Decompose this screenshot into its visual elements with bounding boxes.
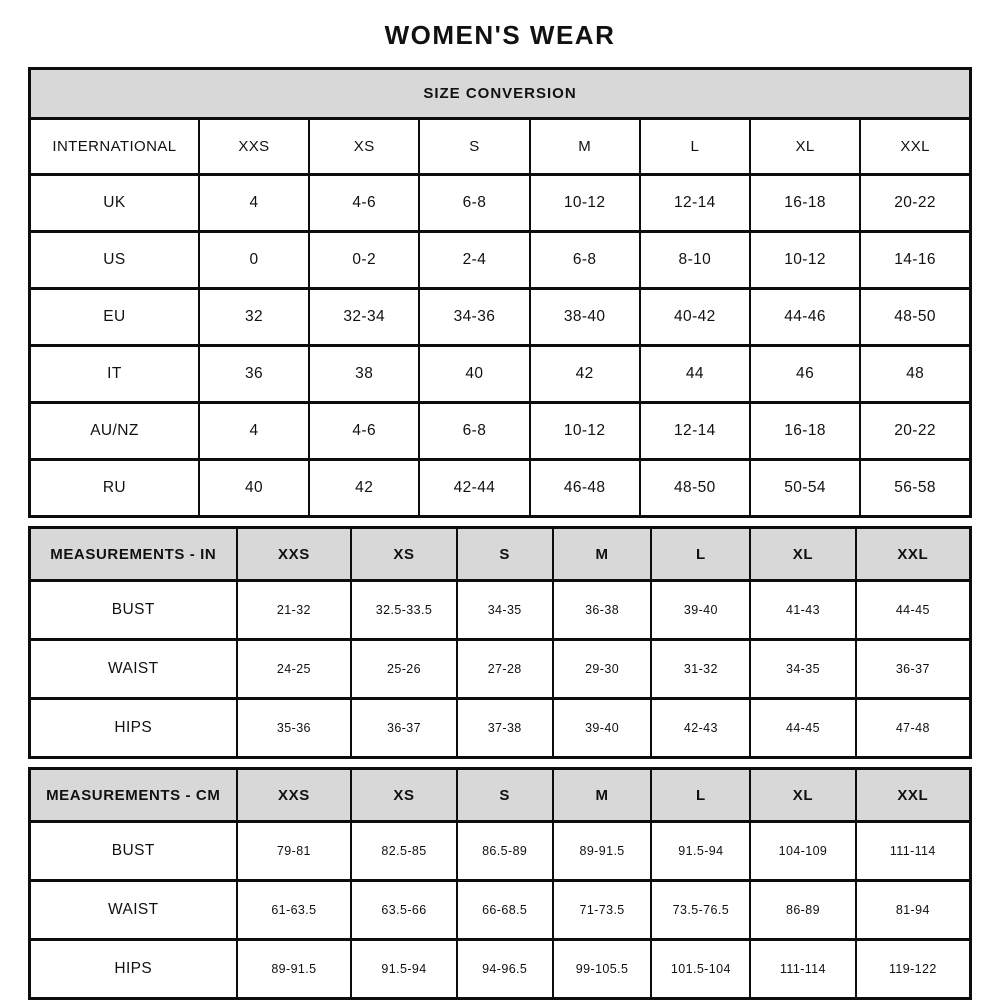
value-cell: 20-22 [860,175,970,232]
value-cell: 40-42 [640,289,750,346]
row-label: WAIST [30,640,237,699]
size-column-header-s: S [419,119,529,175]
value-cell: 0-2 [309,232,419,289]
value-cell: 104-109 [750,822,855,881]
size-column-header-m: M [553,769,652,822]
size-column-header-m: M [553,528,652,581]
value-cell: 8-10 [640,232,750,289]
table-banner-row [30,69,971,119]
value-cell: 32 [199,289,309,346]
value-cell: 86.5-89 [457,822,553,881]
measurements-cm-table [28,767,972,1000]
row-label: WAIST [30,881,237,940]
table-header-row [30,769,971,822]
value-cell: 6-8 [419,403,529,460]
table-row [30,232,971,289]
value-cell: 34-36 [419,289,529,346]
value-cell: 38-40 [530,289,640,346]
value-cell: 66-68.5 [457,881,553,940]
value-cell: 6-8 [419,175,529,232]
size-conversion-table [28,67,972,518]
value-cell: 111-114 [750,940,855,999]
value-cell: 79-81 [237,822,352,881]
measurements_cm-corner-header: MEASUREMENTS - CM [30,769,237,822]
value-cell: 40 [419,346,529,403]
value-cell: 73.5-76.5 [651,881,750,940]
value-cell: 25-26 [351,640,456,699]
table-row [30,640,971,699]
value-cell: 50-54 [750,460,860,517]
page-title: WOMEN'S WEAR [384,20,616,50]
row-label: IT [30,346,199,403]
size-column-header-l: L [640,119,750,175]
table-row [30,403,971,460]
measurements-in-table [28,526,972,759]
value-cell: 82.5-85 [351,822,456,881]
value-cell: 48 [860,346,970,403]
row-label: HIPS [30,940,237,999]
value-cell: 47-48 [856,699,971,758]
size-column-header-xxl: XXL [860,119,970,175]
value-cell: 16-18 [750,403,860,460]
value-cell: 42 [309,460,419,517]
value-cell: 91.5-94 [651,822,750,881]
value-cell: 31-32 [651,640,750,699]
size-column-header-xs: XS [351,528,456,581]
value-cell: 39-40 [553,699,652,758]
row-label: EU [30,289,199,346]
value-cell: 6-8 [530,232,640,289]
value-cell: 63.5-66 [351,881,456,940]
row-label: RU [30,460,199,517]
value-cell: 29-30 [553,640,652,699]
value-cell: 34-35 [457,581,553,640]
size-column-header-xl: XL [750,769,855,822]
size-column-header-xs: XS [309,119,419,175]
value-cell: 46 [750,346,860,403]
value-cell: 4-6 [309,175,419,232]
size-column-header-l: L [651,769,750,822]
table-row [30,289,971,346]
value-cell: 37-38 [457,699,553,758]
size-column-header-s: S [457,769,553,822]
table-header-row [30,528,971,581]
value-cell: 21-32 [237,581,352,640]
value-cell: 27-28 [457,640,553,699]
value-cell: 14-16 [860,232,970,289]
value-cell: 44-45 [856,581,971,640]
value-cell: 20-22 [860,403,970,460]
value-cell: 10-12 [750,232,860,289]
value-cell: 32.5-33.5 [351,581,456,640]
value-cell: 36-38 [553,581,652,640]
table-header-row [30,119,971,175]
value-cell: 42 [530,346,640,403]
value-cell: 0 [199,232,309,289]
value-cell: 10-12 [530,175,640,232]
value-cell: 38 [309,346,419,403]
size-column-header-s: S [457,528,553,581]
size-column-header-xxs: XXS [237,769,352,822]
row-label: HIPS [30,699,237,758]
value-cell: 4-6 [309,403,419,460]
table-row [30,822,971,881]
value-cell: 61-63.5 [237,881,352,940]
size-column-header-l: L [651,528,750,581]
value-cell: 41-43 [750,581,855,640]
value-cell: 32-34 [309,289,419,346]
value-cell: 35-36 [237,699,352,758]
value-cell: 36-37 [856,640,971,699]
row-label: BUST [30,822,237,881]
value-cell: 24-25 [237,640,352,699]
value-cell: 34-35 [750,640,855,699]
measurements_in-corner-header: MEASUREMENTS - IN [30,528,237,581]
table-row [30,581,971,640]
table-row [30,940,971,999]
value-cell: 36 [199,346,309,403]
value-cell: 4 [199,403,309,460]
size-column-header-xxl: XXL [856,769,971,822]
row-label: US [30,232,199,289]
value-cell: 81-94 [856,881,971,940]
value-cell: 99-105.5 [553,940,652,999]
size_conversion-corner-header: INTERNATIONAL [30,119,199,175]
table-row [30,699,971,758]
table-row [30,460,971,517]
value-cell: 89-91.5 [237,940,352,999]
value-cell: 10-12 [530,403,640,460]
table-row [30,175,971,232]
value-cell: 111-114 [856,822,971,881]
value-cell: 119-122 [856,940,971,999]
value-cell: 46-48 [530,460,640,517]
size-column-header-xl: XL [750,528,855,581]
value-cell: 89-91.5 [553,822,652,881]
value-cell: 94-96.5 [457,940,553,999]
table-row [30,346,971,403]
size-column-header-xxs: XXS [237,528,352,581]
size_conversion-banner-title: SIZE CONVERSION [30,69,971,119]
value-cell: 44-46 [750,289,860,346]
value-cell: 91.5-94 [351,940,456,999]
value-cell: 16-18 [750,175,860,232]
size-column-header-xs: XS [351,769,456,822]
value-cell: 12-14 [640,403,750,460]
value-cell: 101.5-104 [651,940,750,999]
value-cell: 40 [199,460,309,517]
value-cell: 12-14 [640,175,750,232]
value-cell: 48-50 [640,460,750,517]
value-cell: 44-45 [750,699,855,758]
value-cell: 86-89 [750,881,855,940]
table-row [30,881,971,940]
row-label: BUST [30,581,237,640]
value-cell: 2-4 [419,232,529,289]
row-label: AU/NZ [30,403,199,460]
row-label: UK [30,175,199,232]
size-column-header-xxl: XXL [856,528,971,581]
size-column-header-xl: XL [750,119,860,175]
value-cell: 36-37 [351,699,456,758]
value-cell: 48-50 [860,289,970,346]
value-cell: 56-58 [860,460,970,517]
value-cell: 39-40 [651,581,750,640]
value-cell: 44 [640,346,750,403]
value-cell: 71-73.5 [553,881,652,940]
value-cell: 4 [199,175,309,232]
value-cell: 42-44 [419,460,529,517]
size-column-header-m: M [530,119,640,175]
value-cell: 42-43 [651,699,750,758]
size-column-header-xxs: XXS [199,119,309,175]
